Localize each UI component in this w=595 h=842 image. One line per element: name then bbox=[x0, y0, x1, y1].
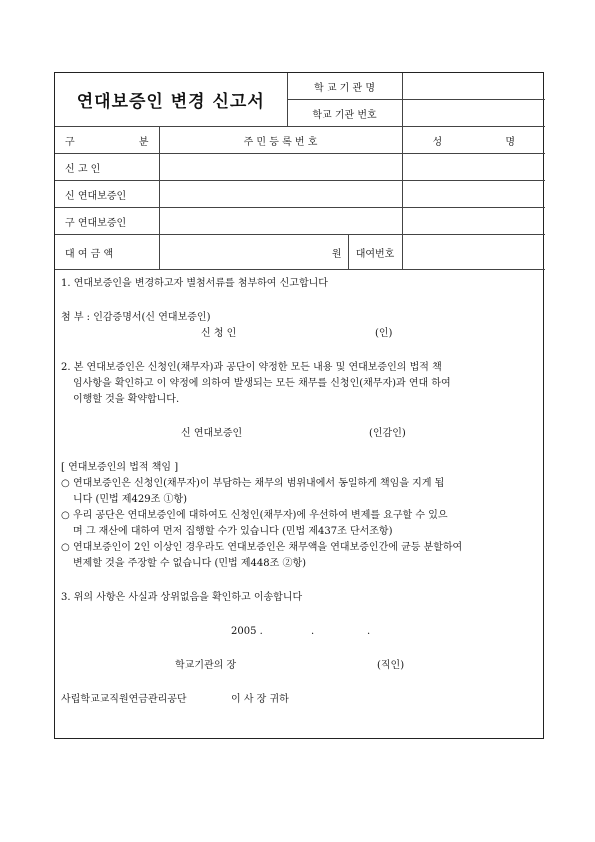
applicant-label: 신 청 인 bbox=[201, 328, 237, 339]
section1-text: 1. 연대보증인을 변경하고자 별첨서류를 첨부하여 신고합니다 bbox=[61, 278, 328, 289]
recipient-row bbox=[61, 692, 537, 708]
old-guarantor-name-field[interactable] bbox=[402, 208, 545, 235]
old-guarantor-label: 구 연대보증인 bbox=[55, 208, 159, 235]
school-no-value[interactable] bbox=[402, 100, 545, 127]
loan-amount-label: 대 여 금 액 bbox=[55, 235, 159, 270]
bullet-icon: ○ bbox=[61, 510, 70, 521]
form-body bbox=[55, 270, 543, 708]
liability-item-2-line1: 우리 공단은 연대보증인에 대하여도 신청인(채무자)에 우선하여 변제를 요구할 수 있으 bbox=[73, 510, 448, 521]
name-header bbox=[402, 127, 545, 154]
liability-item bbox=[61, 476, 537, 508]
date-dot-2: . bbox=[367, 626, 371, 637]
school-no-label: 학교 기관 번호 bbox=[287, 100, 402, 127]
guarantor-seal: (인감인) bbox=[369, 428, 406, 439]
old-guarantor-rrn-field[interactable] bbox=[159, 208, 402, 235]
head-sign-row bbox=[61, 658, 537, 674]
reporter-label: 신 고 인 bbox=[55, 154, 159, 181]
liability-item-3-line1: 연대보증인이 2인 이상인 경우라도 연대보증인은 채무액을 연대보증인간에 균등 분할하여 bbox=[73, 542, 463, 553]
liability-item bbox=[61, 508, 537, 540]
category-header-b: 분 bbox=[138, 136, 149, 148]
loan-no-label: 대여번호 bbox=[348, 235, 402, 270]
liability-item-1-line1: 연대보증인은 신청인(채무자)이 부담하는 채무의 범위내에서 동일하게 책임을 지게 됩 bbox=[73, 478, 445, 489]
loan-no-field[interactable] bbox=[402, 235, 545, 270]
date-year: 2005 . bbox=[231, 626, 263, 637]
new-guarantor-name-field[interactable] bbox=[402, 181, 545, 208]
recipient-chairman: 이 사 장 귀하 bbox=[231, 694, 289, 705]
section2-line2: 임사항을 확인하고 이 약정에 의하여 발생되는 모든 채무를 신청인(채무자)과 연대 하여 bbox=[73, 378, 451, 389]
section2-line1: 2. 본 연대보증인은 신청인(채무자)과 공단이 약정한 모든 내용 및 연대보증인의 법적 책 bbox=[61, 362, 442, 373]
form-title: 연대보증인 변경 신고서 bbox=[55, 73, 287, 127]
school-name-value[interactable] bbox=[402, 73, 545, 100]
liability-heading: [ 연대보증인의 법적 책임 ] bbox=[61, 462, 179, 473]
form-page bbox=[54, 72, 544, 739]
head-label: 학교기관의 장 bbox=[175, 660, 237, 671]
new-guarantor-rrn-field[interactable] bbox=[159, 181, 402, 208]
date-row bbox=[61, 624, 537, 640]
applicant-sign-row bbox=[61, 326, 537, 342]
bullet-icon: ○ bbox=[61, 478, 70, 489]
form-table bbox=[55, 73, 545, 270]
bullet-icon: ○ bbox=[61, 542, 70, 553]
reporter-name-field[interactable] bbox=[402, 154, 545, 181]
won-unit: 원 bbox=[331, 248, 342, 260]
name-header-b: 명 bbox=[505, 136, 516, 148]
liability-item-2-line2: 며 그 재산에 대하여 먼저 집행할 수가 있습니다 (민법 제437조 단서조항) bbox=[73, 526, 393, 537]
section3-text: 3. 위의 사항은 사실과 상위없음을 확인하고 이송합니다 bbox=[61, 592, 303, 603]
liability-item bbox=[61, 540, 537, 572]
section2-line3: 이행할 것을 확약합니다. bbox=[73, 394, 180, 405]
guarantor-sign-row bbox=[61, 426, 537, 442]
date-dot-1: . bbox=[311, 626, 315, 637]
liability-item-1-line2: 니다 (민법 제429조 ①항) bbox=[73, 494, 188, 505]
category-header-a: 구 bbox=[65, 136, 75, 148]
liability-item-3-line2: 변제할 것을 주장할 수 없습니다 (민법 제448조 ②항) bbox=[73, 558, 307, 569]
recipient-org: 사립학교교직원연금관리공단 bbox=[61, 694, 187, 705]
rrn-header: 주 민 등 록 번 호 bbox=[159, 127, 402, 154]
name-header-a: 성 bbox=[432, 136, 443, 148]
loan-amount-field[interactable] bbox=[159, 235, 348, 270]
reporter-rrn-field[interactable] bbox=[159, 154, 402, 181]
category-header bbox=[55, 127, 159, 154]
head-seal: (직인) bbox=[377, 660, 405, 671]
school-name-label: 학 교 기 관 명 bbox=[287, 73, 402, 100]
applicant-seal: (인) bbox=[375, 328, 393, 339]
attachment-text: 첨 부 : 인감증명서(신 연대보증인) bbox=[61, 312, 211, 323]
guarantor-label: 신 연대보증인 bbox=[181, 428, 243, 439]
new-guarantor-label: 신 연대보증인 bbox=[55, 181, 159, 208]
